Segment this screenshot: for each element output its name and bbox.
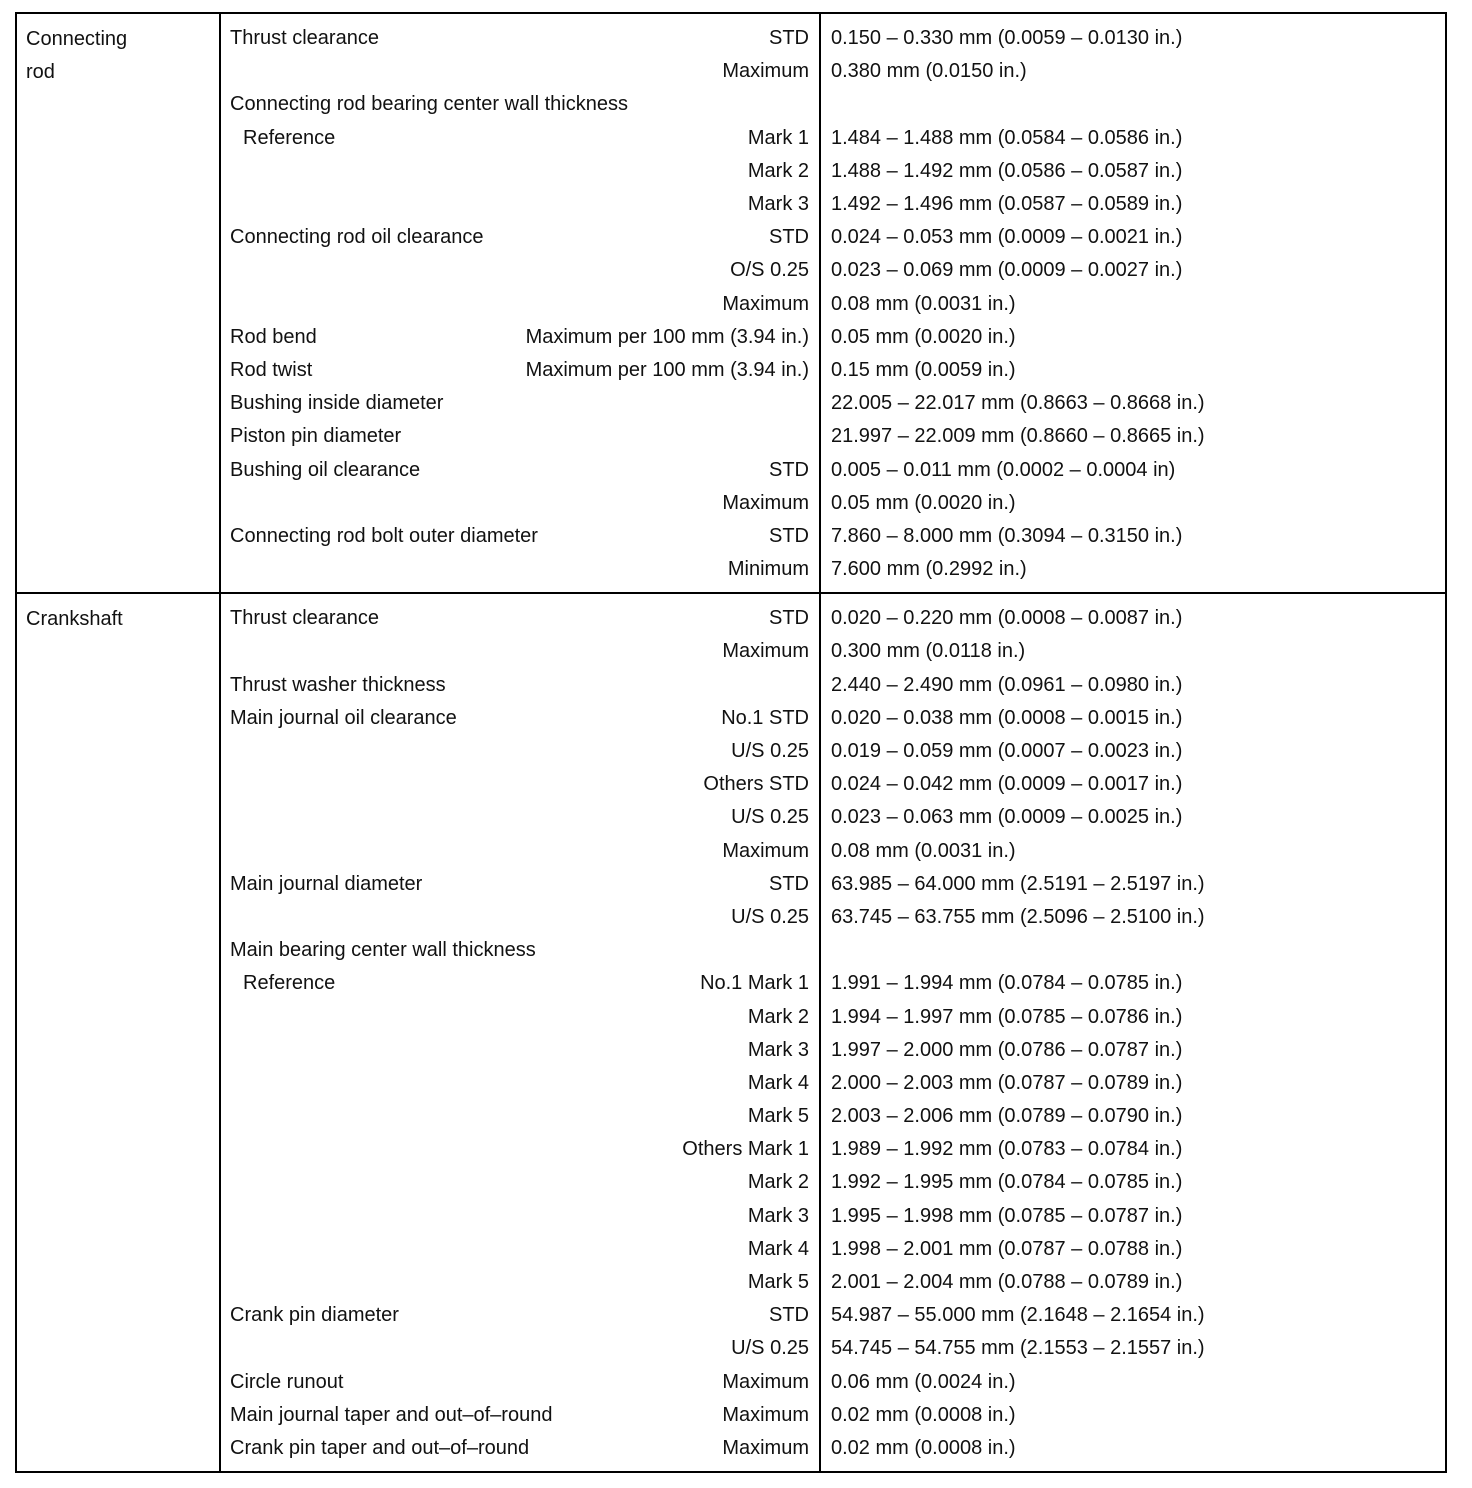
- spec-value: 0.020 – 0.220 mm (0.0008 – 0.0087 in.): [831, 607, 1183, 630]
- spec-condition: Mark 2: [747, 1171, 809, 1194]
- spec-value: 0.15 mm (0.0059 in.): [831, 358, 1016, 381]
- table-row: [221, 1299, 1447, 1332]
- table-row: [221, 1266, 1447, 1299]
- table-row: [221, 1200, 1447, 1233]
- table-row: [221, 321, 1447, 354]
- spec-condition: Others Mark 1: [682, 1138, 809, 1161]
- spec-condition: Mark 4: [747, 1237, 809, 1260]
- spec-condition: Mark 2: [747, 159, 809, 182]
- spec-condition: STD: [769, 524, 809, 547]
- spec-condition: Mark 3: [747, 193, 809, 216]
- spec-heading: Connecting rod bearing center wall thickness: [230, 93, 628, 116]
- section-category: Crankshaft: [17, 594, 221, 1471]
- spec-condition: No.1 STD: [721, 706, 809, 729]
- spec-value: 1.488 – 1.492 mm (0.0586 – 0.0587 in.): [831, 159, 1183, 182]
- spec-item: Reference: [243, 126, 336, 149]
- spec-value: 0.06 mm (0.0024 in.): [831, 1370, 1016, 1393]
- spec-condition: Mark 4: [747, 1071, 809, 1094]
- table-row: [221, 1034, 1447, 1067]
- table-row: [221, 221, 1447, 254]
- spec-condition: U/S 0.25: [731, 1337, 809, 1360]
- spec-value: 22.005 – 22.017 mm (0.8663 – 0.8668 in.): [831, 392, 1205, 415]
- spec-value: 0.020 – 0.038 mm (0.0008 – 0.0015 in.): [831, 706, 1183, 729]
- spec-heading: Main bearing center wall thickness: [230, 939, 536, 962]
- spec-condition: Mark 5: [747, 1105, 809, 1128]
- table-row: [221, 288, 1447, 321]
- spec-item: Circle runout: [230, 1370, 344, 1393]
- table-row: [221, 1332, 1447, 1365]
- spec-condition: Mark 1: [747, 126, 809, 149]
- spec-rows: [221, 14, 1447, 592]
- spec-item: Main journal oil clearance: [230, 706, 457, 729]
- table-row: [221, 1432, 1447, 1465]
- spec-value: 2.003 – 2.006 mm (0.0789 – 0.0790 in.): [831, 1105, 1183, 1128]
- spec-item: Connecting rod bolt outer diameter: [230, 524, 538, 547]
- table-row: [221, 387, 1447, 420]
- table-row: [221, 354, 1447, 387]
- spec-table: [15, 12, 1447, 1473]
- spec-condition: Mark 5: [747, 1271, 809, 1294]
- spec-value: 2.440 – 2.490 mm (0.0961 – 0.0980 in.): [831, 673, 1183, 696]
- table-row: [221, 967, 1447, 1000]
- spec-section: [17, 592, 1445, 1471]
- spec-value: 1.997 – 2.000 mm (0.0786 – 0.0787 in.): [831, 1038, 1183, 1061]
- table-row: [221, 1000, 1447, 1033]
- spec-value: 1.484 – 1.488 mm (0.0584 – 0.0586 in.): [831, 126, 1183, 149]
- spec-value: 0.300 mm (0.0118 in.): [831, 640, 1026, 663]
- spec-value: 0.05 mm (0.0020 in.): [831, 325, 1016, 348]
- spec-condition: Mark 2: [747, 1005, 809, 1028]
- table-row: [221, 934, 1447, 967]
- table-row: [221, 487, 1447, 520]
- spec-condition: Maximum: [722, 640, 809, 663]
- spec-condition: Maximum per 100 mm (3.94 in.): [525, 358, 809, 381]
- spec-value: 1.992 – 1.995 mm (0.0784 – 0.0785 in.): [831, 1171, 1183, 1194]
- table-row: [221, 1100, 1447, 1133]
- spec-value: 1.492 – 1.496 mm (0.0587 – 0.0589 in.): [831, 193, 1183, 216]
- spec-value: 0.02 mm (0.0008 in.): [831, 1436, 1016, 1459]
- spec-value: 0.024 – 0.053 mm (0.0009 – 0.0021 in.): [831, 226, 1183, 249]
- spec-item: Thrust washer thickness: [230, 673, 446, 696]
- spec-item: Thrust clearance: [230, 607, 379, 630]
- spec-value: 0.08 mm (0.0031 in.): [831, 292, 1016, 315]
- table-row: [221, 1067, 1447, 1100]
- spec-condition: No.1 Mark 1: [700, 972, 809, 995]
- spec-condition: Maximum: [722, 292, 809, 315]
- table-row: [221, 122, 1447, 155]
- spec-section: [17, 14, 1445, 592]
- spec-value: 0.150 – 0.330 mm (0.0059 – 0.0130 in.): [831, 27, 1183, 50]
- spec-item: Piston pin diameter: [230, 425, 402, 448]
- table-row: [221, 520, 1447, 553]
- spec-condition: U/S 0.25: [731, 740, 809, 763]
- spec-value: 0.023 – 0.063 mm (0.0009 – 0.0025 in.): [831, 806, 1183, 829]
- table-row: [221, 868, 1447, 901]
- section-category: Connecting rod: [17, 14, 221, 592]
- spec-value: 63.985 – 64.000 mm (2.5191 – 2.5197 in.): [831, 872, 1205, 895]
- spec-condition: O/S 0.25: [730, 259, 809, 282]
- spec-item: Crank pin taper and out–of–round: [230, 1436, 530, 1459]
- table-row: [221, 22, 1447, 55]
- spec-condition: STD: [769, 872, 809, 895]
- spec-condition: Maximum: [722, 1403, 809, 1426]
- table-row: [221, 420, 1447, 453]
- table-row: [221, 553, 1447, 586]
- spec-value: 2.000 – 2.003 mm (0.0787 – 0.0789 in.): [831, 1071, 1183, 1094]
- spec-value: 7.860 – 8.000 mm (0.3094 – 0.3150 in.): [831, 524, 1183, 547]
- table-row: [221, 155, 1447, 188]
- table-row: [221, 768, 1447, 801]
- table-row: [221, 602, 1447, 635]
- spec-value: 0.005 – 0.011 mm (0.0002 – 0.0004 in): [831, 458, 1176, 481]
- spec-condition: STD: [769, 1304, 809, 1327]
- spec-item: Main journal taper and out–of–round: [230, 1403, 553, 1426]
- spec-condition: STD: [769, 607, 809, 630]
- spec-condition: Maximum: [722, 839, 809, 862]
- spec-item: Rod twist: [230, 358, 313, 381]
- spec-item: Bushing oil clearance: [230, 458, 421, 481]
- spec-rows: [221, 594, 1447, 1471]
- table-row: [221, 801, 1447, 834]
- spec-value: 1.989 – 1.992 mm (0.0783 – 0.0784 in.): [831, 1138, 1183, 1161]
- table-row: [221, 1399, 1447, 1432]
- spec-condition: STD: [769, 226, 809, 249]
- spec-value: 0.023 – 0.069 mm (0.0009 – 0.0027 in.): [831, 259, 1183, 282]
- table-row: [221, 669, 1447, 702]
- spec-condition: STD: [769, 458, 809, 481]
- table-row: [221, 1233, 1447, 1266]
- table-row: [221, 453, 1447, 486]
- spec-item: Crank pin diameter: [230, 1304, 399, 1327]
- spec-value: 0.08 mm (0.0031 in.): [831, 839, 1016, 862]
- spec-condition: STD: [769, 27, 809, 50]
- spec-item: Bushing inside diameter: [230, 392, 444, 415]
- table-row: [221, 88, 1447, 121]
- spec-value: 1.994 – 1.997 mm (0.0785 – 0.0786 in.): [831, 1005, 1183, 1028]
- spec-value: 0.02 mm (0.0008 in.): [831, 1403, 1016, 1426]
- spec-item: Main journal diameter: [230, 872, 423, 895]
- spec-value: 2.001 – 2.004 mm (0.0788 – 0.0789 in.): [831, 1271, 1183, 1294]
- table-row: [221, 901, 1447, 934]
- spec-value: 54.987 – 55.000 mm (2.1648 – 2.1654 in.): [831, 1304, 1205, 1327]
- table-row: [221, 635, 1447, 668]
- spec-item: Connecting rod oil clearance: [230, 226, 484, 249]
- spec-condition: U/S 0.25: [731, 905, 809, 928]
- table-row: [221, 254, 1447, 287]
- spec-value: 0.019 – 0.059 mm (0.0007 – 0.0023 in.): [831, 740, 1183, 763]
- spec-value: 54.745 – 54.755 mm (2.1553 – 2.1557 in.): [831, 1337, 1205, 1360]
- spec-value: 1.998 – 2.001 mm (0.0787 – 0.0788 in.): [831, 1237, 1183, 1260]
- spec-condition: Mark 3: [747, 1038, 809, 1061]
- spec-value: 21.997 – 22.009 mm (0.8660 – 0.8665 in.): [831, 425, 1205, 448]
- spec-condition: Minimum: [727, 558, 809, 581]
- table-row: [221, 1133, 1447, 1166]
- spec-value: 0.05 mm (0.0020 in.): [831, 491, 1016, 514]
- table-row: [221, 1366, 1447, 1399]
- spec-value: 0.380 mm (0.0150 in.): [831, 60, 1027, 83]
- table-row: [221, 55, 1447, 88]
- spec-value: 63.745 – 63.755 mm (2.5096 – 2.5100 in.): [831, 905, 1205, 928]
- spec-condition: U/S 0.25: [731, 806, 809, 829]
- spec-item: Thrust clearance: [230, 27, 379, 50]
- spec-condition: Maximum: [722, 1436, 809, 1459]
- spec-value: 1.995 – 1.998 mm (0.0785 – 0.0787 in.): [831, 1204, 1183, 1227]
- spec-value: 7.600 mm (0.2992 in.): [831, 558, 1027, 581]
- spec-condition: Maximum: [722, 60, 809, 83]
- table-row: [221, 835, 1447, 868]
- spec-value: 0.024 – 0.042 mm (0.0009 – 0.0017 in.): [831, 773, 1183, 796]
- table-row: [221, 735, 1447, 768]
- table-row: [221, 1166, 1447, 1199]
- spec-condition: Mark 3: [747, 1204, 809, 1227]
- spec-condition: Maximum per 100 mm (3.94 in.): [525, 325, 809, 348]
- spec-item: Reference: [243, 972, 336, 995]
- spec-condition: Maximum: [722, 491, 809, 514]
- spec-item: Rod bend: [230, 325, 317, 348]
- table-row: [221, 702, 1447, 735]
- table-row: [221, 188, 1447, 221]
- spec-condition: Maximum: [722, 1370, 809, 1393]
- spec-value: 1.991 – 1.994 mm (0.0784 – 0.0785 in.): [831, 972, 1183, 995]
- spec-condition: Others STD: [703, 773, 809, 796]
